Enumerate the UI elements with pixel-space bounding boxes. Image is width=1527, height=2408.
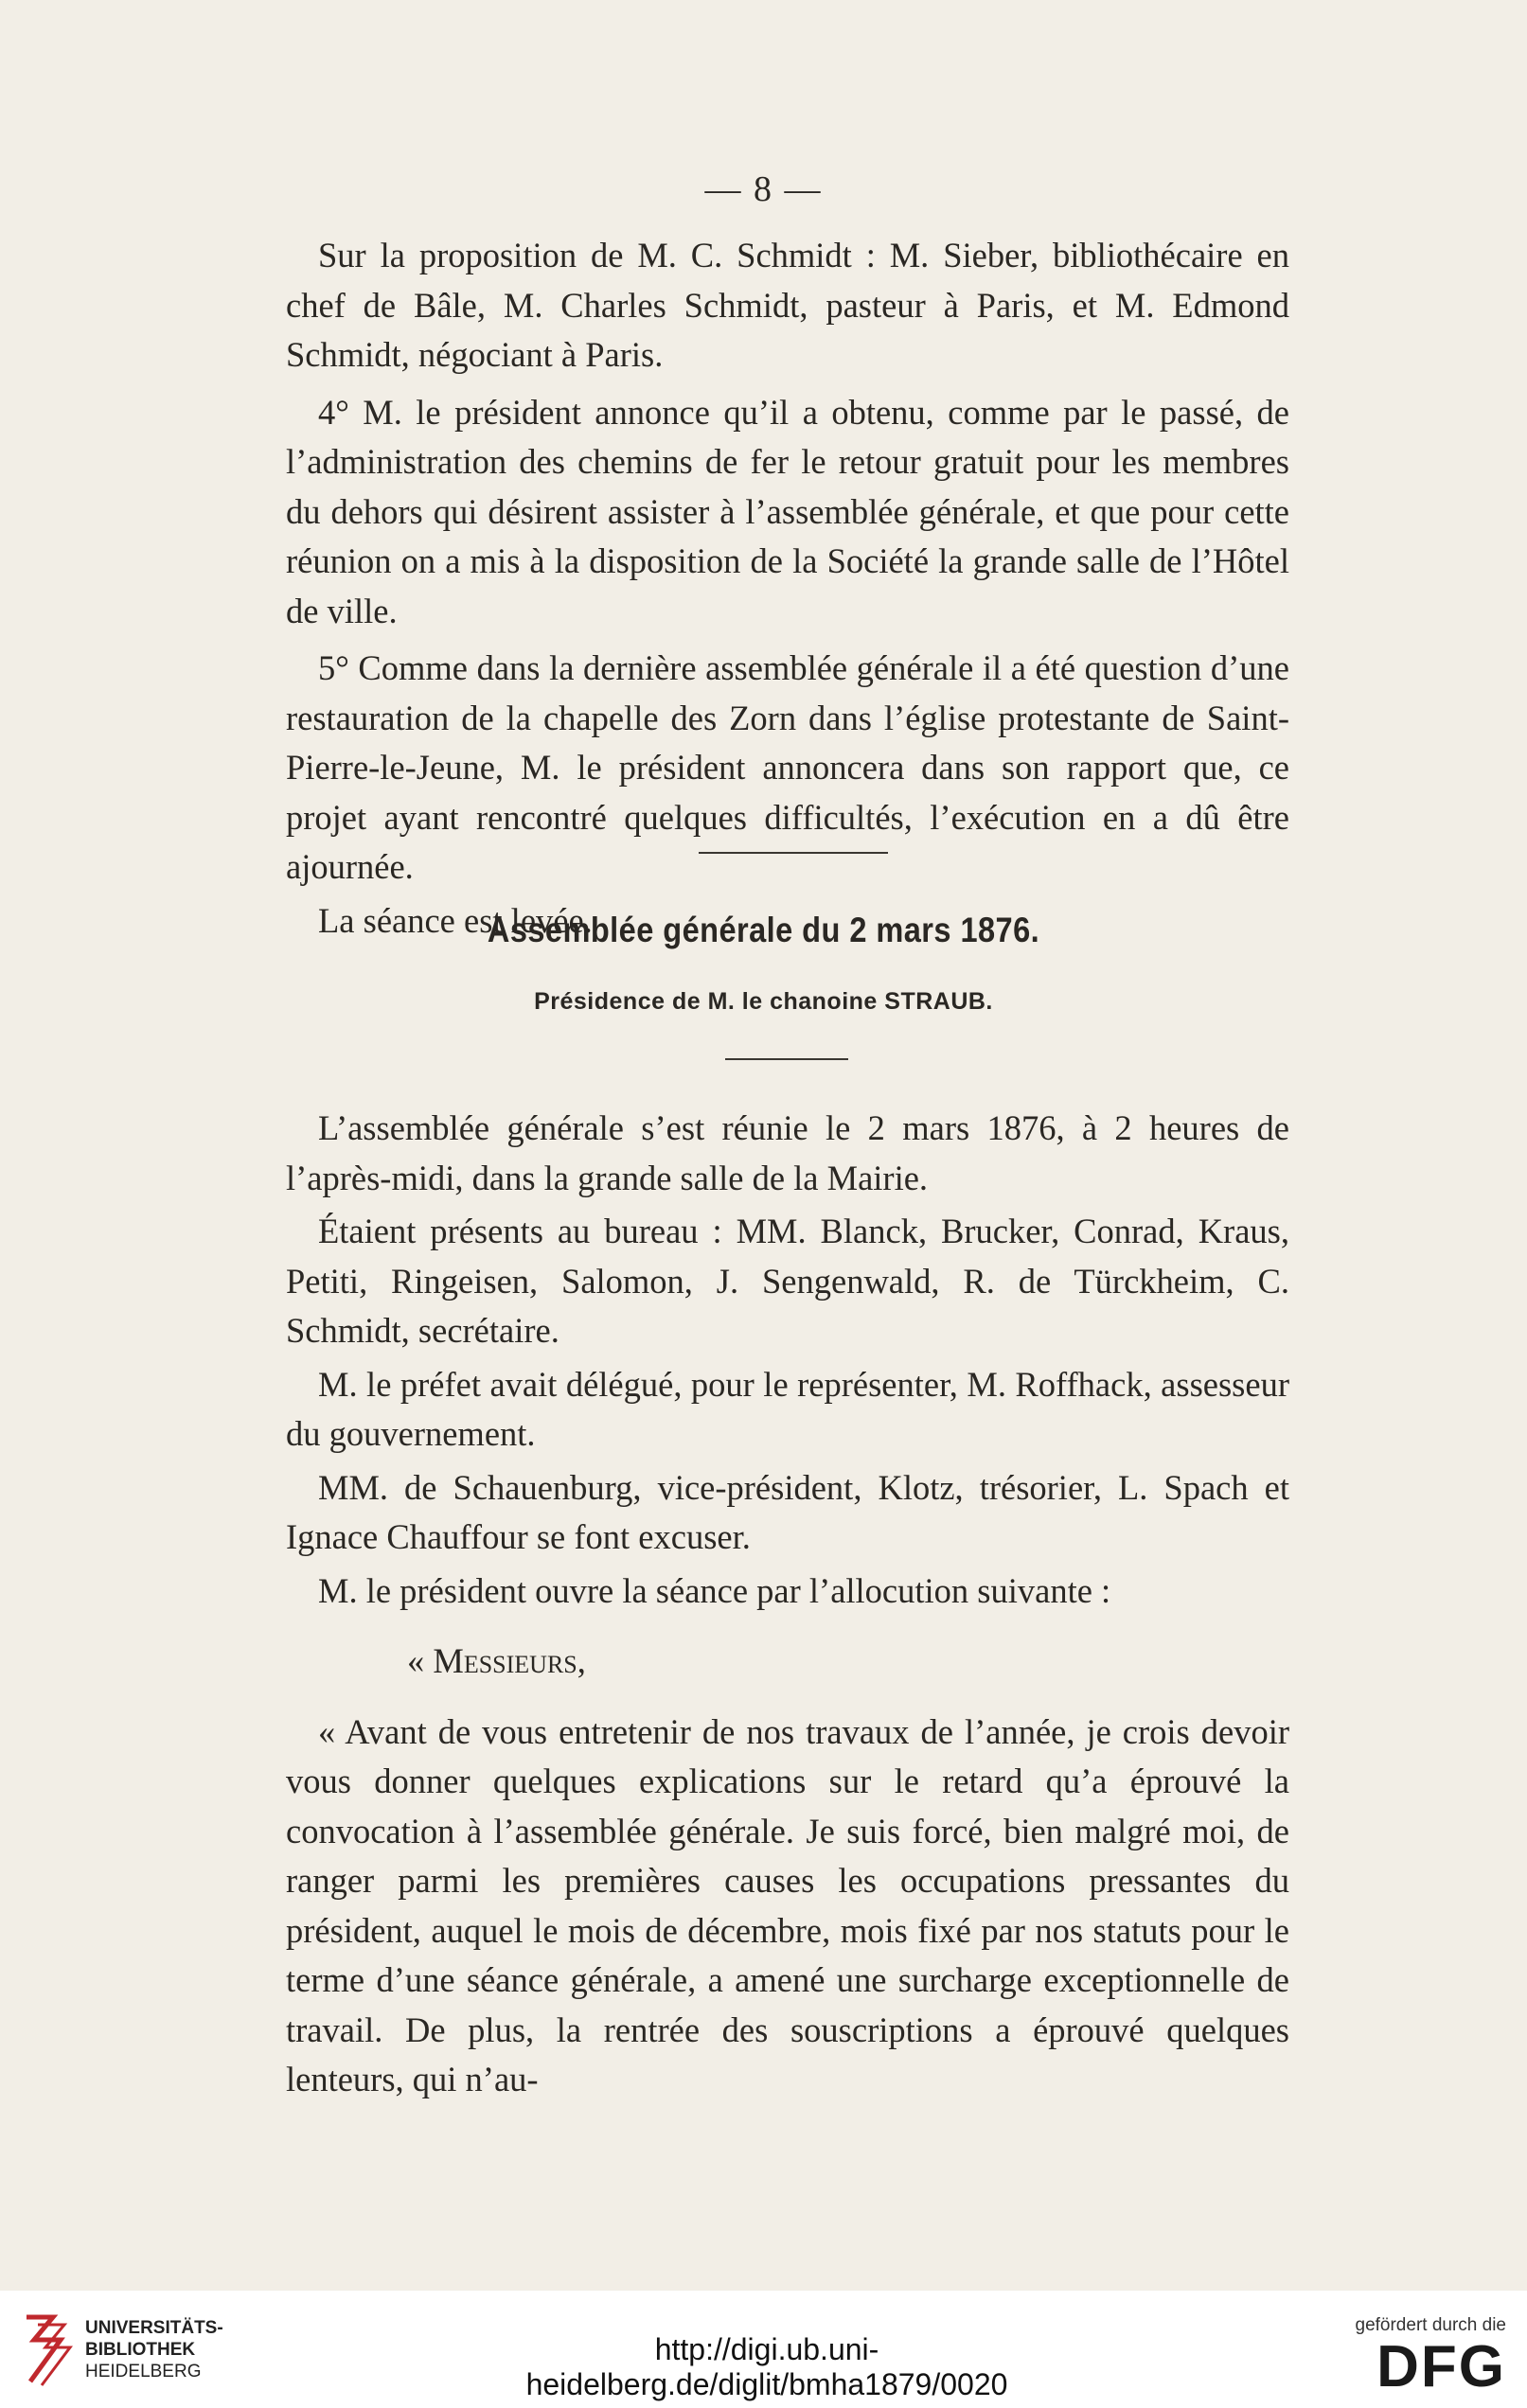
text-block-bottom — [286, 1104, 1289, 2105]
text-block-top — [286, 231, 1289, 946]
paragraph-presents: Étaient présents au bureau : MM. Blanck, Brucker, Conrad, Kraus, Petiti, Ringeisen, Salomon, J. Sengenwald, R. de Türckheim, C. Schmidt, secrétaire. — [286, 1212, 1289, 1350]
dfg-logo: DFG — [1376, 2334, 1506, 2399]
paragraph-point-5: 5° Comme dans la dernière assemblée générale il a été question d’une restauration de la chapelle des Zorn dans l’église protestante de Saint-Pierre-le-Jeune, M. le président annoncera dans son rapport que, ce projet ayant rencontré quelques difficultés, l’exécution en a dû être ajournée. — [286, 648, 1289, 886]
page-number: — 8 — — [704, 169, 823, 209]
institution-name — [85, 2317, 223, 2382]
paragraph-point-4: 4° M. le président annonce qu’il a obtenu, comme par le passé, de l’administration des chemins de fer le retour gratuit pour les membres du dehors qui désirent assister à l’assemblée générale, et que pour cette réunion on a mis à la disposition de la Société la grande salle de l’Hôtel de ville. — [286, 392, 1289, 630]
funded-caption: gefördert durch die — [1355, 2315, 1506, 2335]
paragraph-allocution: « Avant de vous entretenir de nos travaux de l’année, je crois devoir vous donner quelques explications sur le retard qu’a éprouvé la convocation à l’assemblée générale. Je suis forcé, bien malgré moi, de ranger parmi les premières causes les occupations pressantes du président, auquel le mois de décembre, mois fixé par nos statuts pour le terme d’une séance générale, a amené une surcharge exceptionnelle de travail. De plus, la rentrée des souscriptions a éprouvé quelques lenteurs, qui n’au- — [286, 1711, 1289, 2098]
document-url-link[interactable]: http://digi.ub.uni-heidelberg.de/diglit/bmha1879/0020 — [525, 2332, 1008, 2401]
separator-rule — [699, 852, 888, 854]
section-heading: Assemblée générale du 2 mars 1876. — [487, 911, 1040, 949]
paragraph-assemblee: L’assemblée générale s’est réunie le 2 mars 1876, à 2 heures de l’après-midi, dans la grande salle de la Mairie. — [286, 1108, 1289, 1197]
paragraph-allocution-intro: M. le président ouvre la séance par l’allocution suivante : — [318, 1570, 1111, 1610]
paragraph-prefet: M. le préfet avait délégué, pour le représenter, M. Roffhack, assesseur du gouvernement. — [286, 1364, 1289, 1453]
footer-bar — [0, 2291, 1527, 2408]
paragraph-seance-levee: La séance est levée. — [318, 900, 593, 940]
institution-line-3: HEIDELBERG — [85, 2362, 202, 2381]
paragraph-proposition: Sur la proposition de M. C. Schmidt : M. Sieber, bibliothécaire en chef de Bâle, M. Charles Schmidt, pasteur à Paris, et M. Edmond Schmidt, négociant à Paris. — [286, 236, 1289, 374]
university-library-logo-icon — [17, 2311, 74, 2387]
paragraph-messieurs: « Messieurs, — [407, 1641, 586, 1680]
section-subheading: Présidence de M. le chanoine STRAUB. — [534, 988, 993, 1015]
paragraph-excuses: MM. de Schauenburg, vice-président, Klotz, trésorier, L. Spach et Ignace Chauffour se font excuser. — [286, 1467, 1289, 1556]
institution-line-2: BIBLIOTHEK — [85, 2340, 196, 2360]
institution-line-1: UNIVERSITÄTS- — [85, 2318, 223, 2338]
separator-rule-short — [725, 1058, 848, 1060]
